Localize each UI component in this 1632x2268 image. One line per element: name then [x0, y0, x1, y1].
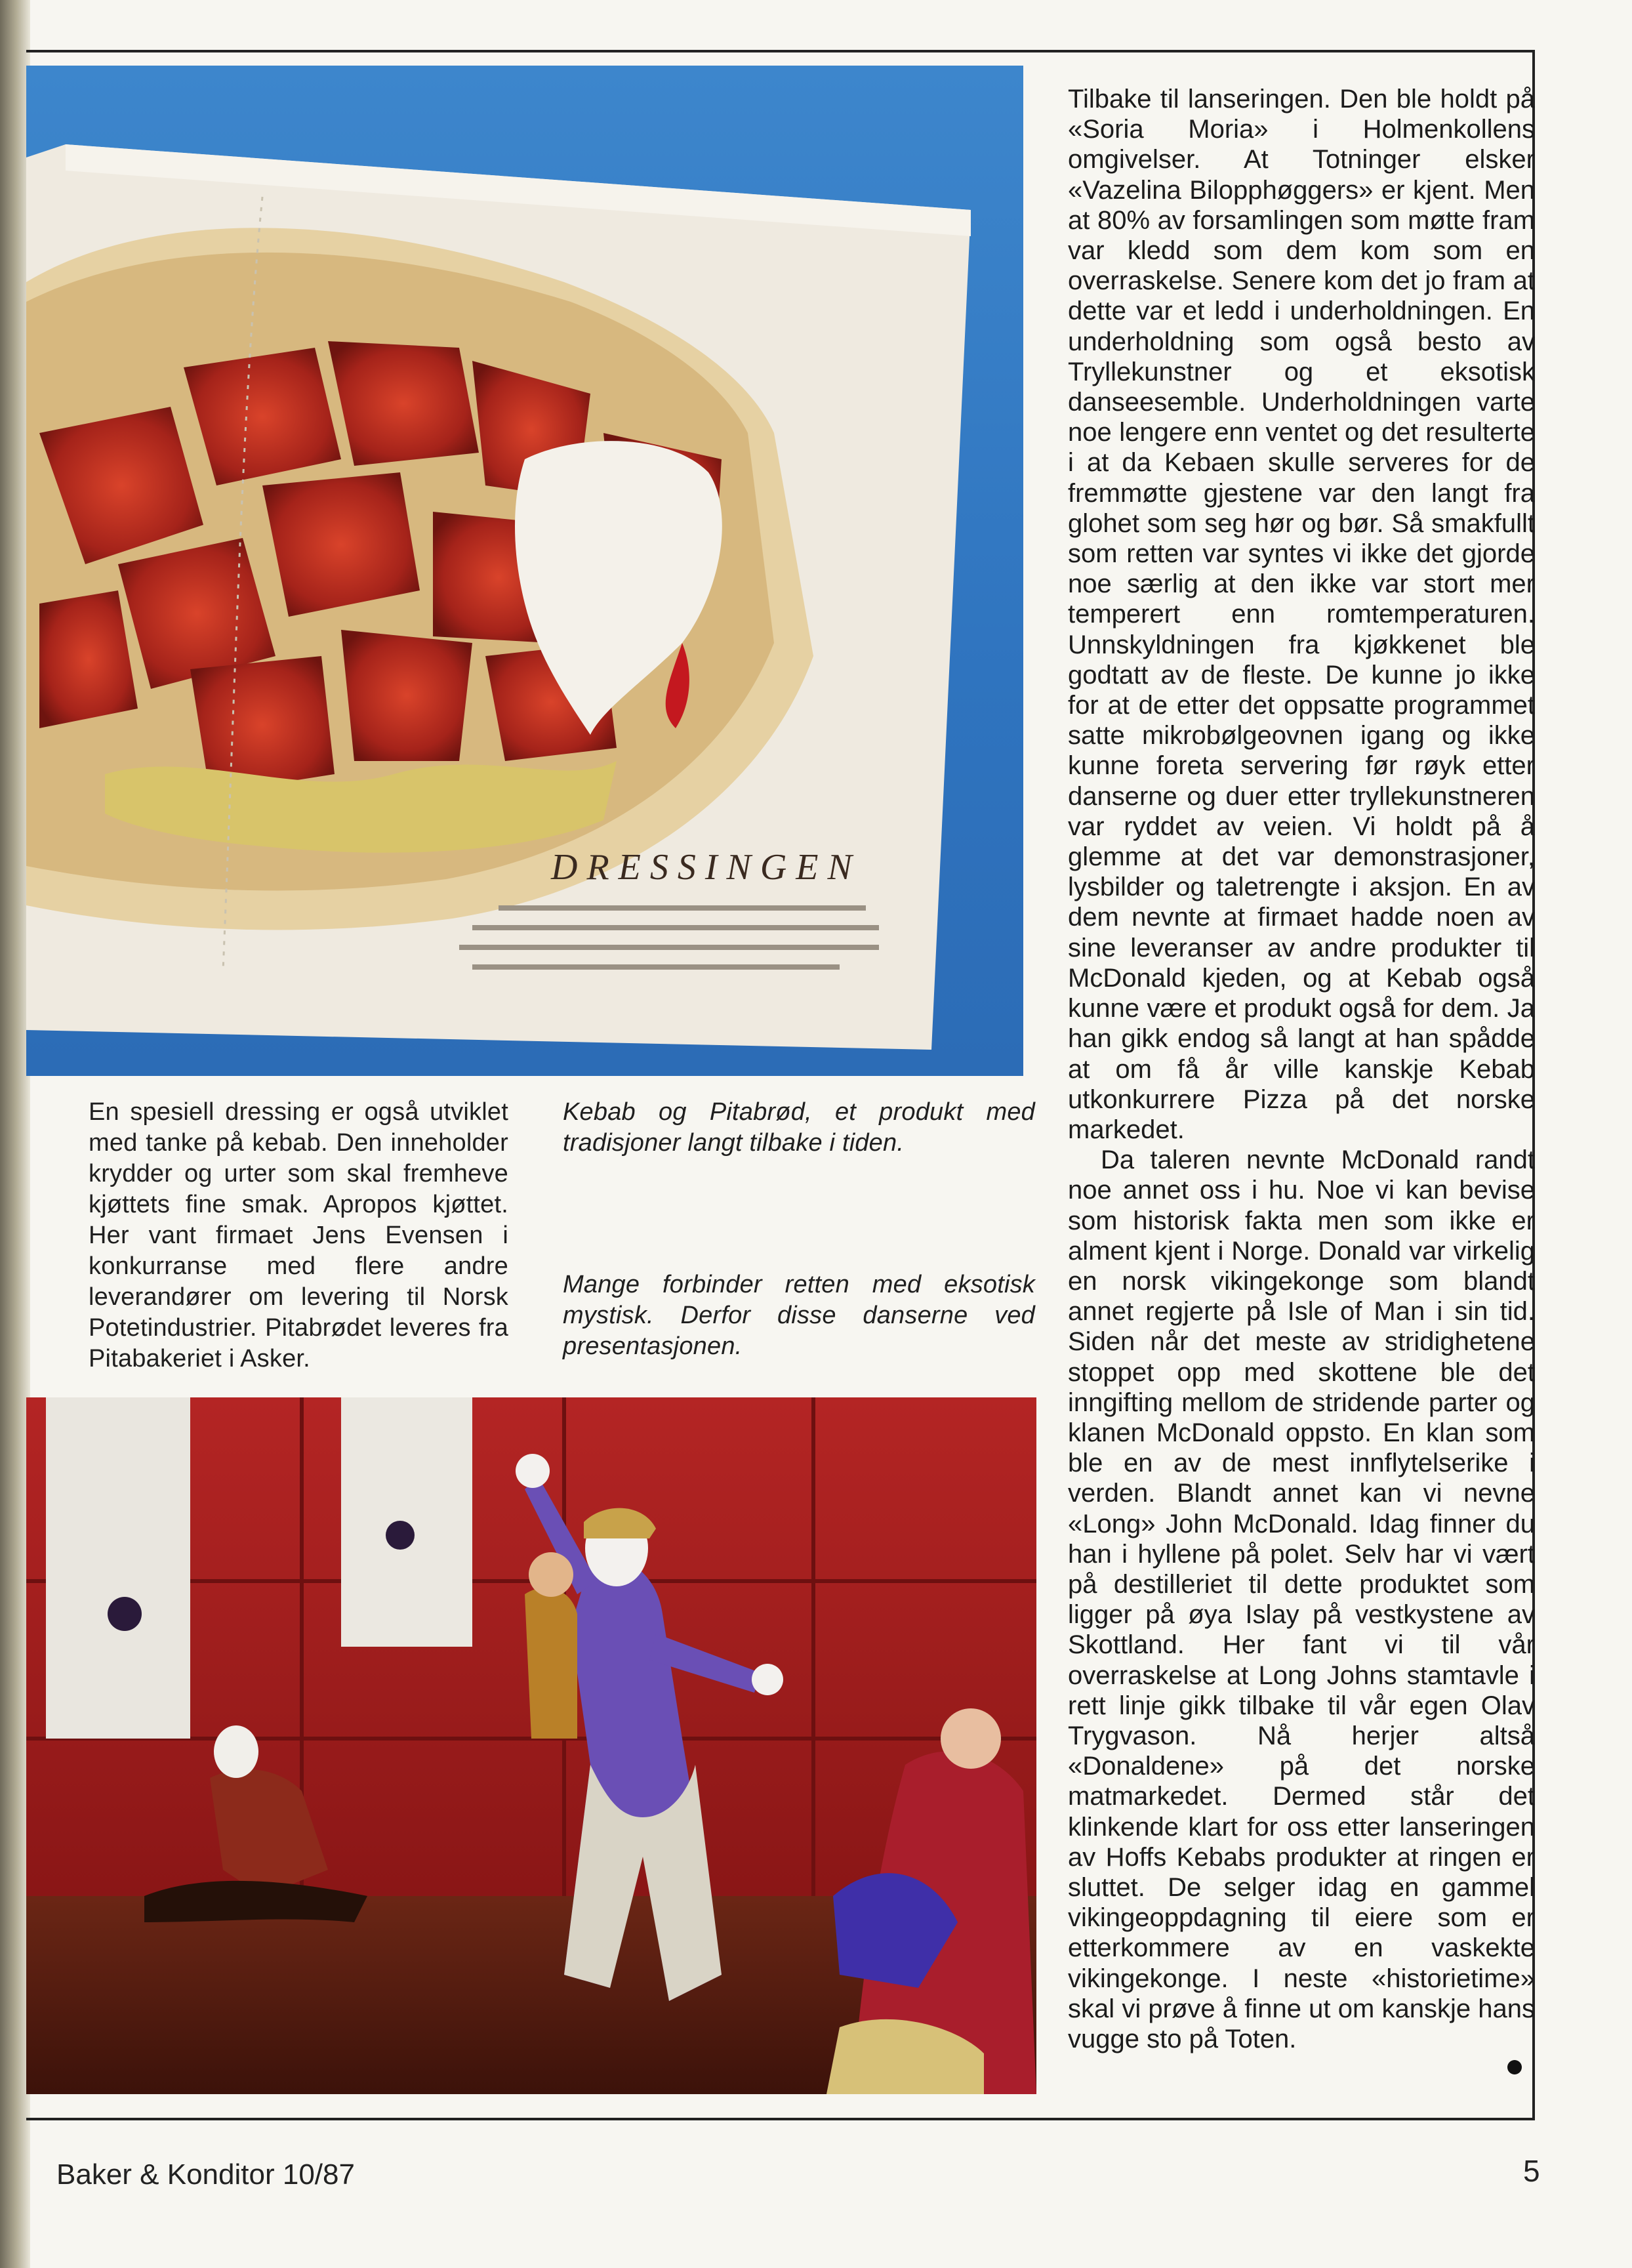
kebab-photo — [26, 66, 1023, 1076]
dancers-photo-illustration — [26, 1397, 1036, 2094]
article-paragraph-1: Tilbake til lanseringen. Den ble holdt på «Soria Moria» i Holmenkollens omgivelser. At Totninger elsker «Vazelina Bilopphøggers» er kjent. Men at 80% av forsamlingen som møtte fram var kledd som dem kom som en overraskelse. Senere kom det jo fram at dette var et ledd i underholdningen. En underholdning som også besto av Tryllekunstner og et eksotisk danseesemble. Underholdningen varte noe lengere enn ventet og det resulterte i at da Kebaen skulle serveres for de fremmøtte gjestene var den langt fra glohet som seg hør og bør. Så smakfullt som retten var syntes vi ikke det gjorde noe særlig at den ikke var stort mer temperert enn romtemperaturen. Unnskyldningen fra kjøkkenet ble godtatt av de fleste. De kunne jo ikke for at de etter det oppsatte programmet satte mikrobølgeovnen igang og ikke kunne foreta servering før røyk etter danserne og duer etter tryllekunstneren var ryddet av veien. Vi holdt på å glemme at det var demonstrasjoner, lysbilder og taletrengte i aksjon. En av dem nevnte at firmaet hadde noen av sine leveranser av andre produkter til McDonald kjeden, og at Kebab også kunne være et produkt også for dem. Ja han gikk endog så langt at han spådde at om få år ville kanskje Kebab utkonkurrere Pizza på det norske markedet. — [1068, 85, 1535, 1144]
page-number: 5 — [1523, 2154, 1540, 2188]
dancers-photo — [26, 1397, 1036, 2094]
caption-kebab: Kebab og Pitabrød, et produkt med tradisjoner langt tilbake i tiden. — [563, 1098, 1035, 1157]
caption-dancers: Mange forbinder retten med eksotisk mystisk. Derfor disse danserne ved presentasjonen. — [563, 1271, 1035, 1360]
article-body — [1068, 84, 1535, 2054]
card-title: DRESSINGEN — [551, 847, 861, 888]
end-of-article-bullet-icon — [1507, 2060, 1522, 2074]
article-paragraph-2: Da taleren nevnte McDonald randt noe annet oss i hu. Noe vi kan bevise som historisk fakta men som ikke er alment kjent i Norge. Donald var virkelig en norsk vikingekonge som blandt annet regjerte på Isle of Man i sin tid. Siden når det meste av stridighetene stoppet opp med skottene ble det inngifting mellom de stridende parter og klanen McDonald oppsto. En klan som ble en av de mest innflytelserike i verden. Blandt annet kan vi nevne «Long» John McDonald. Idag finner du han i hyllene på polet. Selv har vi vært på destilleriet til dette produktet som ligger på øya Islay på vestkystene av Skottland. Her fant vi til vår overraskelse at Long Johns stamtavle i rett linje gikk tilbake til vår egen Olav Trygvason. Nå herjer altså «Donaldene» på det norske matmarkedet. Dermed står det klinkende klart for oss etter lanseringen av Hoffs Kebabs produkter at ringen er sluttet. De selger idag en gammel vikingeoppdagning til eiere som er etterkommere av en vaskekte vikingekonge. I neste «historietime» skal vi prøve å finne ut om kanskje hans vugge sto på Toten. — [1068, 1145, 1535, 2053]
caption-dressing: En spesiell dressing er også utviklet med tanke på kebab. Den inneholder krydder og urter som skal fremheve kjøttets fine smak. Apropos kjøttet. Her vant firmaet Jens Evensen i konkurranse med flere andre leverandører om levering til Norsk Potetindustrier. Pitabrødet leveres fra Pitabakeriet i Asker. — [89, 1098, 508, 1372]
frame-rule-top — [26, 50, 1535, 52]
kebab-photo-illustration — [26, 66, 1023, 1076]
frame-rule-bottom — [26, 2118, 1535, 2120]
magazine-issue: Baker & Konditor 10/87 — [56, 2158, 355, 2191]
